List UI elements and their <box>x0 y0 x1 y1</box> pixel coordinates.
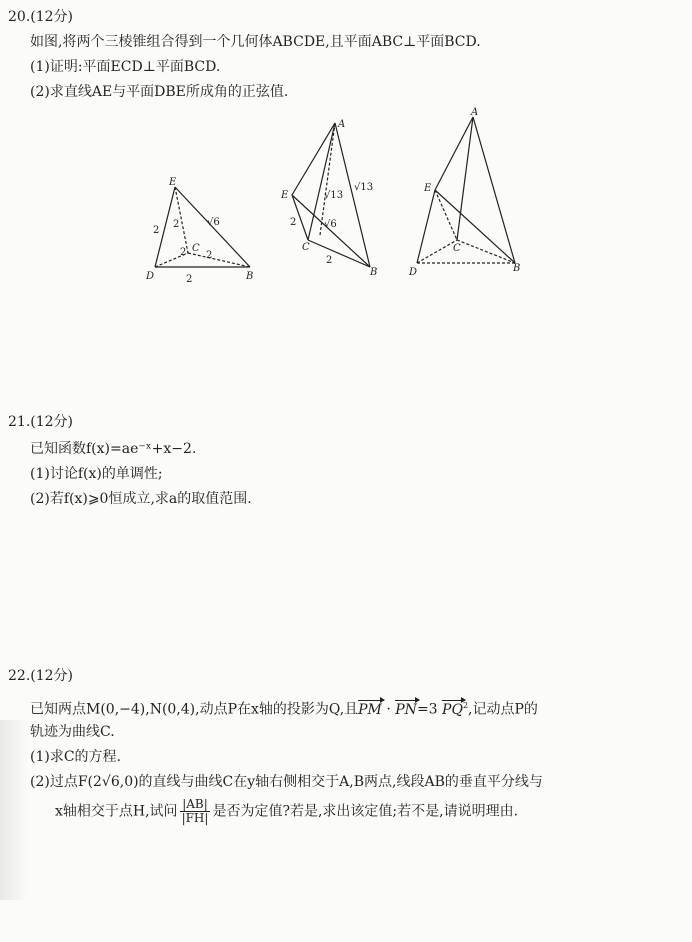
q21-number: 21.(12分) <box>8 414 74 430</box>
q20-figure-1 <box>140 175 265 285</box>
fig1-label-C: C <box>192 243 200 254</box>
fig1-len-ED: 2 <box>153 225 160 236</box>
vector-PM: PM <box>358 701 382 718</box>
q22-number: 22.(12分) <box>8 668 74 684</box>
q22-part2-pre: x轴相交于点H,试问 <box>55 803 178 820</box>
q20-intro: 如图,将两个三棱锥组合得到一个几何体ABCDE,且平面ABC⊥平面BCD. <box>30 34 481 50</box>
fig1-label-E: E <box>169 177 177 188</box>
q22-line1-b: ,记动点P的 <box>468 701 538 718</box>
fraction-denominator: |FH| <box>181 811 209 825</box>
square-exponent: 2 <box>462 701 469 710</box>
fig1-len-CB: 2 <box>206 250 213 261</box>
fig1-len-EC: 2 <box>173 219 180 230</box>
q20-part2: (2)求直线AE与平面DBE所成角的正弦值. <box>30 84 289 100</box>
q20-figure-2 <box>280 115 395 280</box>
q20-part1: (1)证明:平面ECD⊥平面BCD. <box>30 59 221 75</box>
fig2-len-2: √13 <box>354 182 374 193</box>
fig2-label-E: E <box>281 190 289 201</box>
dot-product-symbol: · <box>386 701 391 718</box>
q21-intro: 已知函数f(x)=ae⁻ˣ+x−2. <box>30 441 197 457</box>
fig1-len-DB: 2 <box>186 274 193 285</box>
fraction-numerator: |AB| <box>180 798 211 812</box>
fig3-label-D: D <box>409 267 418 278</box>
fig2-label-C: C <box>302 242 310 253</box>
q22-part2-cont <box>55 798 518 825</box>
fig2-len-3: √6 <box>324 219 337 230</box>
q20-figure-3 <box>405 105 535 280</box>
fig3-label-A: A <box>471 107 479 118</box>
scan-shadow <box>0 720 28 900</box>
fig1-label-D: D <box>146 271 155 282</box>
fig1-len-DC: 2 <box>180 247 187 258</box>
fig2-len-4: 2 <box>290 217 297 228</box>
q22-line1-a: 已知两点M(0,−4),N(0,4),动点P在x轴的投影为Q,且 <box>30 701 359 718</box>
q22-line1 <box>30 697 538 719</box>
q21-part2: (2)若f(x)⩾0恒成立,求a的取值范围. <box>30 491 252 507</box>
q22-part2: (2)过点F(2√6,0)的直线与曲线C在y轴右侧相交于A,B两点,线段AB的垂直平分线与 <box>30 774 543 790</box>
fig2-label-B: B <box>370 267 378 278</box>
q22-part2-post: 是否为定值?若是,求出该定值;若不是,请说明理由. <box>212 803 519 820</box>
fig2-label-A: A <box>338 119 346 130</box>
q22-eq3: =3 <box>416 701 438 718</box>
q20-number: 20.(12分) <box>8 9 74 25</box>
q22-line2: 轨迹为曲线C. <box>30 724 115 740</box>
fig1-label-B: B <box>246 271 254 282</box>
fig2-len-5: 2 <box>326 255 333 266</box>
ratio-fraction <box>180 798 211 825</box>
fig3-label-C: C <box>453 243 461 254</box>
q21-part1: (1)讨论f(x)的单调性; <box>30 466 163 482</box>
vector-PN: PN <box>395 701 417 718</box>
vector-PQ: PQ <box>442 701 463 718</box>
q22-part1: (1)求C的方程. <box>30 749 121 765</box>
fig2-len-1: √13 <box>324 190 344 201</box>
fig3-label-E: E <box>424 183 432 194</box>
fig1-len-EB: √6 <box>207 217 220 228</box>
fig3-label-B: B <box>513 263 521 274</box>
